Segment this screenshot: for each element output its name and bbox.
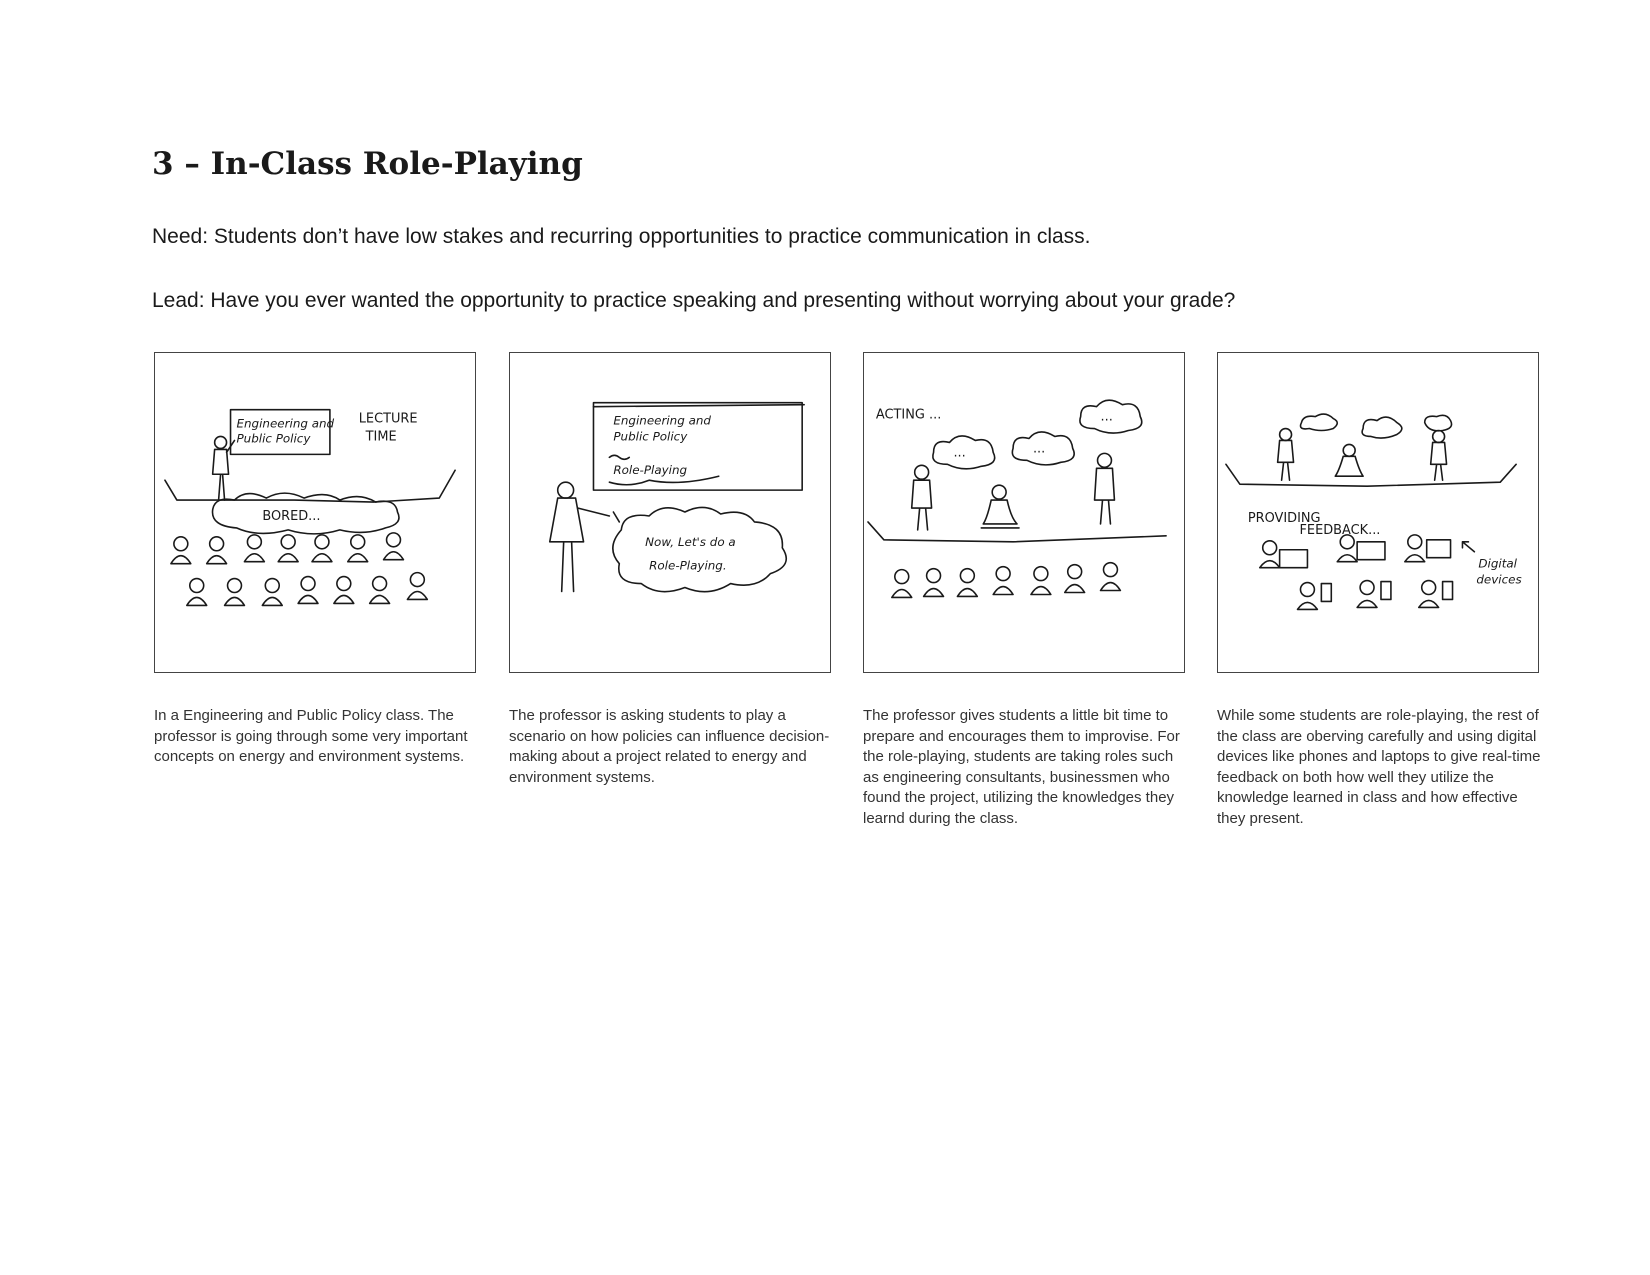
acting-sketch — [864, 353, 1184, 672]
panel-3-caption: The professor gives students a little bit time to prepare and encourages them to improvise. For the role-playing, students are taking roles such as engineering consultants, businessmen who found the project, utilizing the knowledges they learnd during the class. — [863, 707, 1180, 827]
lead-statement: Lead: Have you ever wanted the opportunity to practice speaking and presenting without worrying about your grade? — [152, 289, 1236, 312]
board-text-2: Public Policy — [613, 429, 688, 444]
bubble-text-2: ... — [1032, 441, 1046, 457]
storyboard-panel-1 — [154, 352, 476, 673]
panel-2-caption: The professor is asking students to play a scenario on how policies can influence decision-making about a project related to energy and environment systems. — [509, 707, 830, 786]
board-text-1: Engineering and — [236, 416, 335, 431]
feedback-label-2: FEEDBACK... — [1299, 522, 1381, 538]
storyboard-panel-3 — [863, 352, 1185, 673]
storyboard-panel-4 — [1217, 352, 1539, 673]
bubble-text-1: ... — [953, 445, 966, 461]
devices-label-1: Digital — [1478, 556, 1517, 571]
speech-text-1: Now, Let's do a — [645, 534, 736, 549]
bubble-text-3: ... — [1100, 409, 1113, 425]
feedback-sketch — [1218, 353, 1538, 672]
board-text-3: Role-Playing — [613, 463, 688, 478]
lecture-note-2: TIME — [365, 429, 397, 445]
board-text-2: Public Policy — [236, 431, 311, 446]
acting-label: ACTING ... — [875, 407, 942, 423]
lecture-sketch — [155, 353, 475, 672]
feedback-label-1: PROVIDING — [1247, 510, 1321, 526]
lecture-note-1: LECTURE — [358, 411, 418, 427]
role-play-announcement-sketch — [510, 353, 830, 672]
speech-text-2: Role-Playing. — [649, 558, 727, 573]
need-statement: Need: Students don’t have low stakes and recurring opportunities to practice communication in class. — [152, 225, 1091, 248]
thought-text: BORED... — [262, 508, 321, 524]
devices-label-2: devices — [1476, 572, 1522, 587]
panel-4-caption: While some students are role-playing, the rest of the class are oberving carefully and using digital devices like phones and laptops to give real-time feedback on both how well they utilize the knowledge learned in class and how effective they present. — [1217, 707, 1541, 827]
panel-1-caption: In a Engineering and Public Policy class. The professor is going through some very important concepts on energy and environment systems. — [154, 707, 468, 765]
storyboard-panel-2 — [509, 352, 831, 673]
board-text-1: Engineering and — [613, 413, 711, 428]
page-title: 3 – In-Class Role-Playing — [152, 146, 583, 182]
